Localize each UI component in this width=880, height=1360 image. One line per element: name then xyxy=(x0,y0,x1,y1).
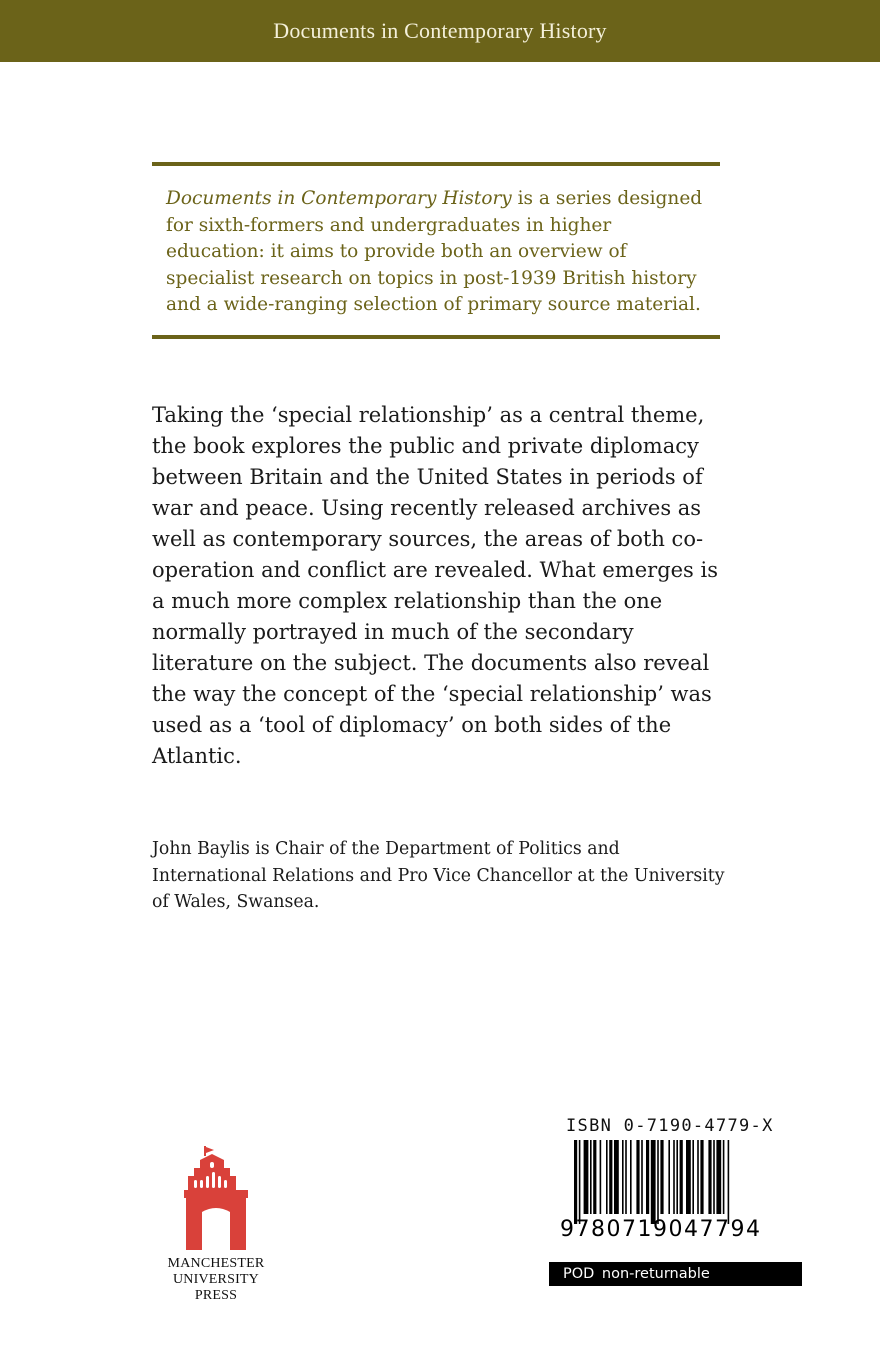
barcode-bar xyxy=(657,1140,659,1224)
series-header-title: Documents in Contemporary History xyxy=(273,18,607,43)
barcode-bar xyxy=(600,1140,602,1214)
barcode-digits: 9780719047794 xyxy=(560,1217,762,1240)
barcode-bar xyxy=(574,1140,577,1224)
barcode-bar xyxy=(700,1140,703,1214)
barcode-bar xyxy=(651,1140,656,1224)
barcode-bar xyxy=(579,1140,581,1224)
mup-building-logo-icon xyxy=(180,1146,252,1252)
barcode-bar xyxy=(668,1140,670,1214)
series-description xyxy=(166,186,706,319)
barcode-bar xyxy=(676,1140,678,1214)
barcode-bar xyxy=(614,1140,619,1214)
publisher-name-line1: MANCHESTER xyxy=(167,1256,265,1271)
pod-label-bar xyxy=(549,1262,802,1286)
isbn-barcode xyxy=(556,1140,782,1240)
barcode-bar xyxy=(713,1140,715,1214)
barcode-bar xyxy=(686,1140,691,1214)
publisher-name-line2: UNIVERSITY PRESS xyxy=(173,1272,259,1303)
barcode-bar xyxy=(660,1140,663,1214)
barcode-bar xyxy=(625,1140,627,1214)
barcode-bar xyxy=(609,1140,612,1214)
barcode-bar xyxy=(697,1140,699,1214)
barcode-bar xyxy=(593,1140,596,1214)
barcode-bar xyxy=(716,1140,721,1214)
barcode-bar xyxy=(622,1140,624,1214)
barcode-bar xyxy=(641,1140,643,1214)
barcode-bar xyxy=(680,1140,683,1214)
pod-label: POD non-returnable xyxy=(563,1266,710,1282)
barcode-bar xyxy=(590,1140,592,1214)
series-italic-title: Documents in Contemporary History xyxy=(166,188,512,209)
barcode-bar xyxy=(723,1140,725,1214)
author-bio: John Baylis is Chair of the Department of Politics and International Relations and Pro Vice Chancellor at the University of Wales, Swansea. xyxy=(152,839,725,912)
barcode-bar xyxy=(584,1140,589,1214)
book-blurb: Taking the ‘special relationship’ as a central theme, the book explores the public and private diplomacy between Britain and the United States in periods of war and peace. Using recently released archives as well as contemporary sources, the areas of both co-operation and conflict are revealed. What emerges is a much more complex relationship than the one normally portrayed in much of the secondary literature on the subject. The documents also reveal the way the concept of the ‘special relationship’ was used as a ‘tool of diplomacy’ on both sides of the Atlantic. xyxy=(152,403,719,768)
barcode-bar xyxy=(728,1140,730,1224)
barcode-bar xyxy=(673,1140,675,1214)
barcode-bar xyxy=(646,1140,649,1214)
barcode-bar xyxy=(606,1140,608,1214)
series-description-text: is a series designed for sixth-formers and undergraduates in higher education: it aims to provide both an overview of specialist research on topics in post-1939 British history and a wide-ranging selection of primary source material. xyxy=(166,188,703,315)
barcode-bar xyxy=(692,1140,694,1214)
isbn-label: ISBN 0-7190-4779-X xyxy=(566,1116,774,1136)
barcode-bar xyxy=(708,1140,711,1214)
publisher-logo-block xyxy=(152,1146,292,1303)
barcode-bar xyxy=(630,1140,632,1214)
barcode-bar xyxy=(636,1140,639,1214)
series-header-band xyxy=(0,0,880,62)
publisher-name xyxy=(152,1256,280,1304)
series-description-box xyxy=(152,162,720,339)
